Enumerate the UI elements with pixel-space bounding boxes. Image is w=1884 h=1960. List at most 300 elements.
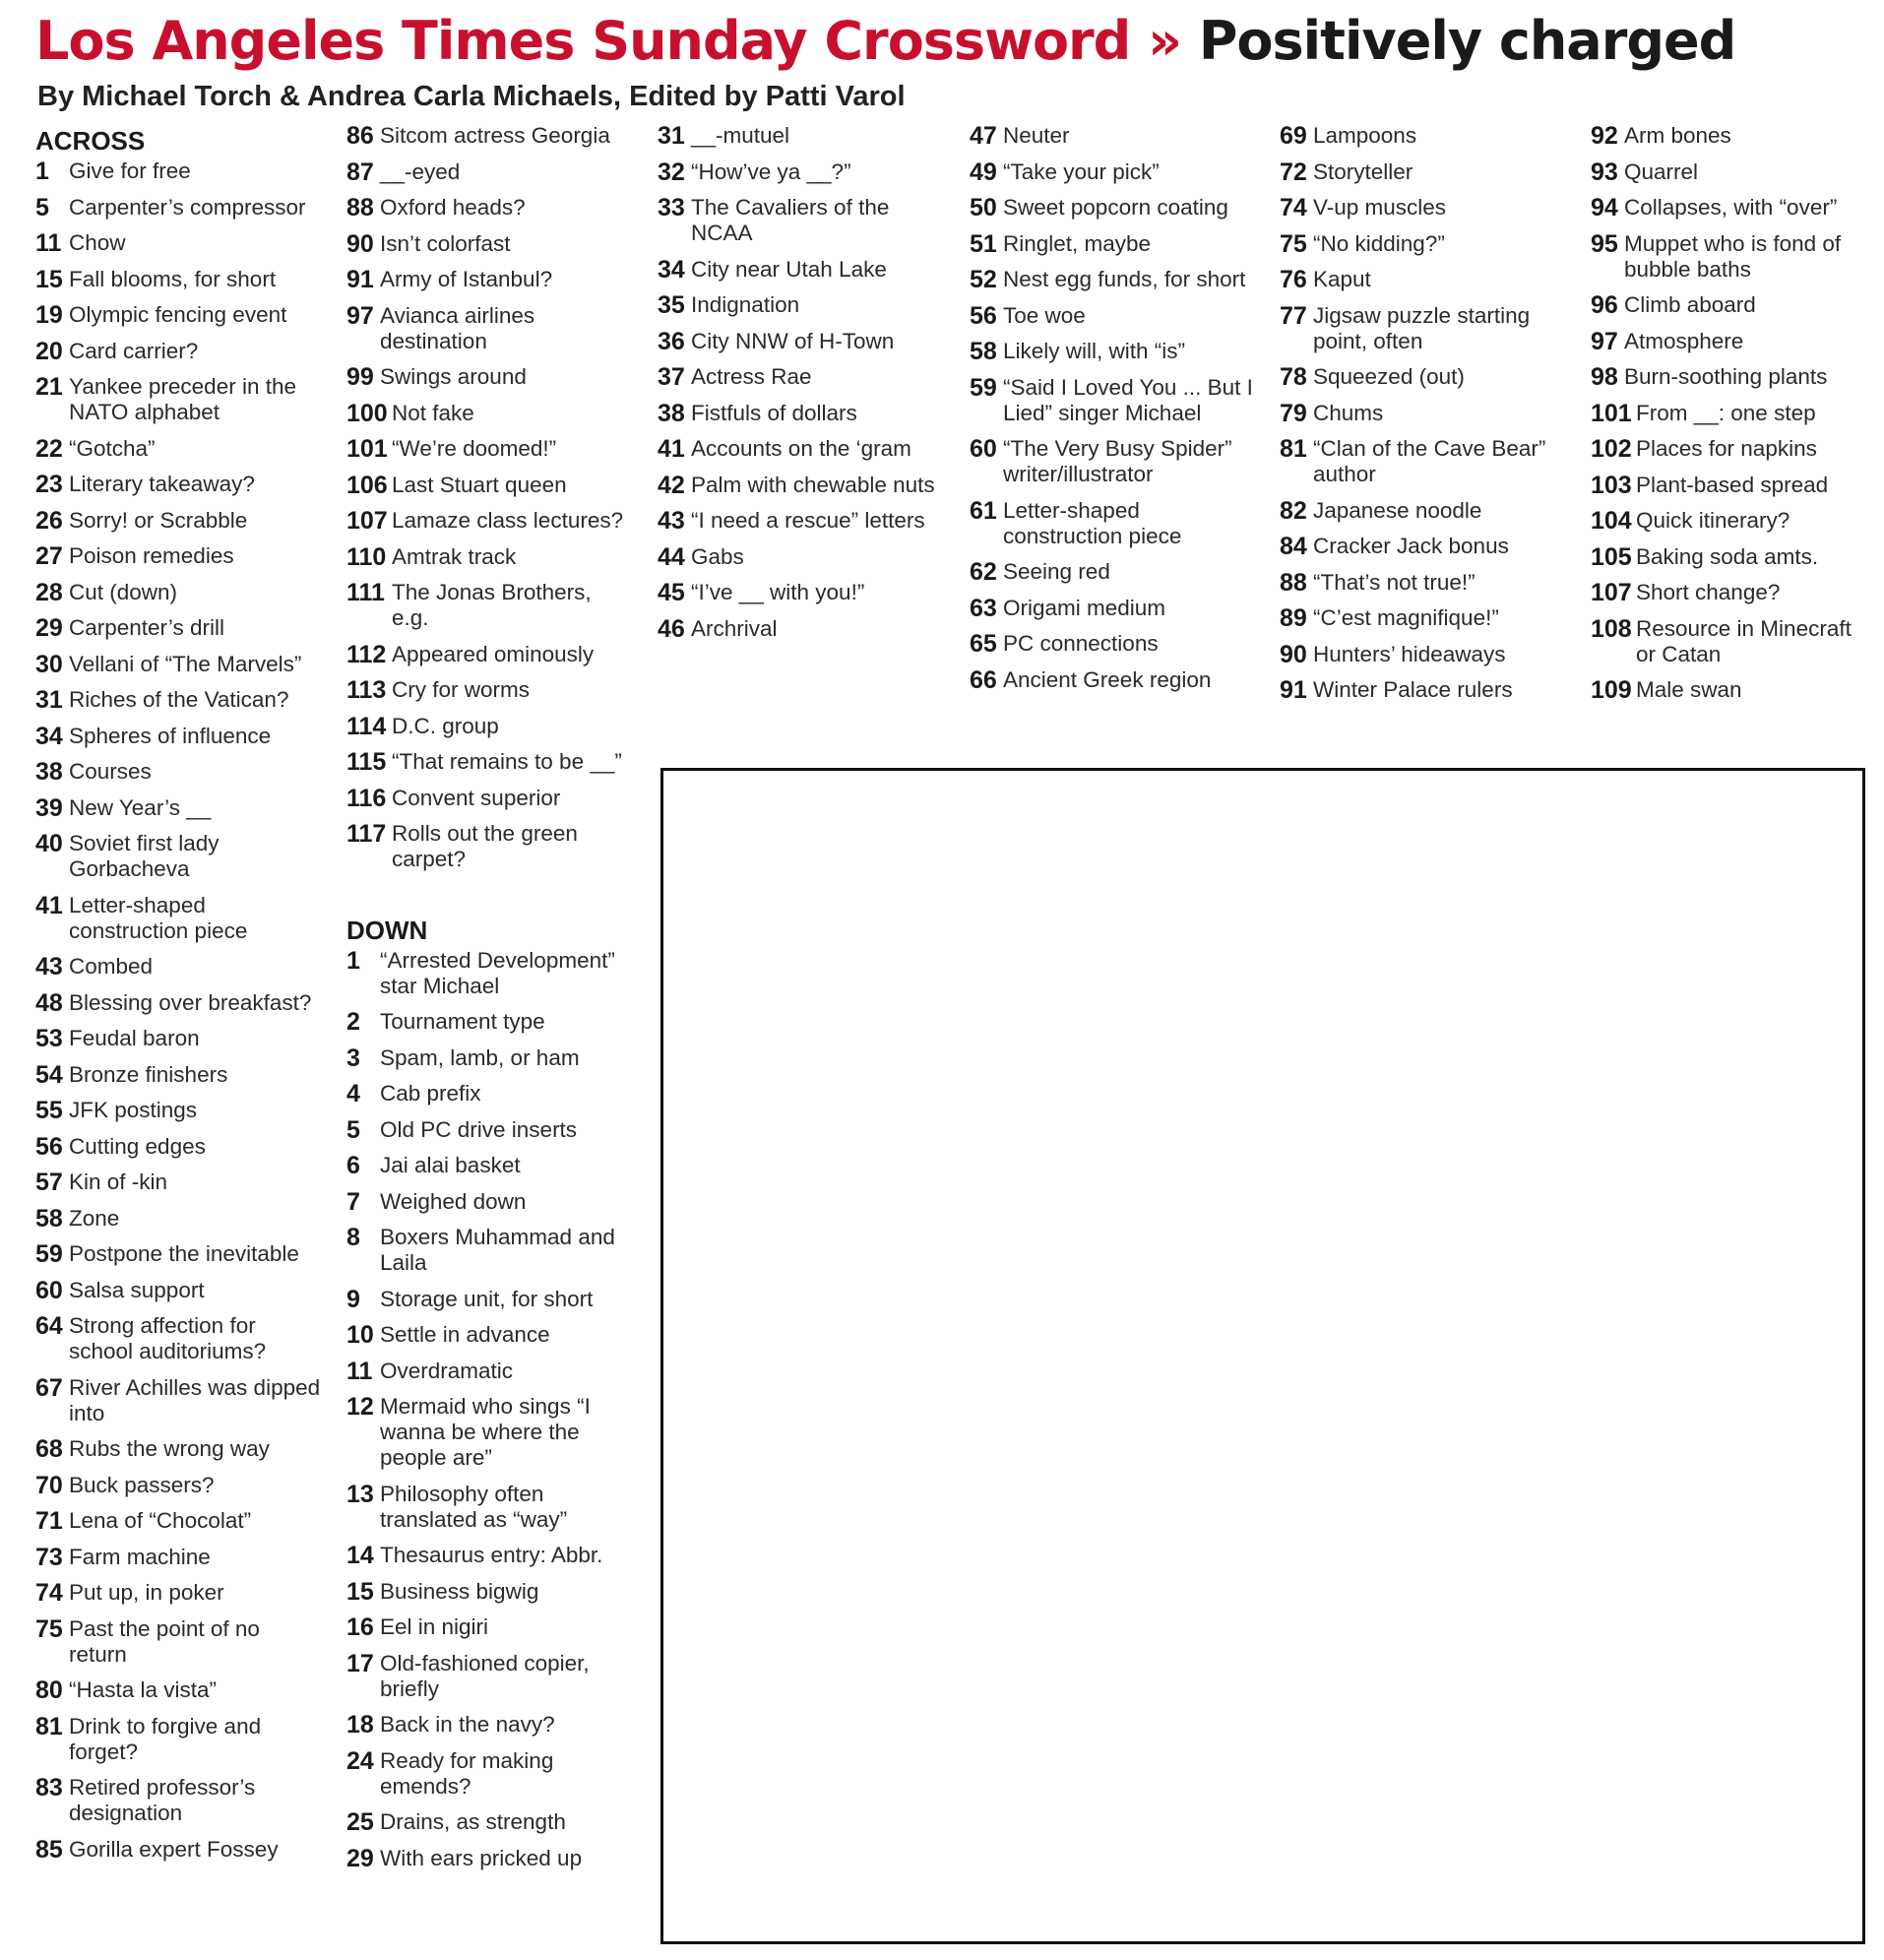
- clue-text: “Hasta la vista”: [69, 1677, 218, 1702]
- clue-number: 107: [346, 507, 388, 535]
- clue-across-113[interactable]: [346, 677, 632, 703]
- clue-number: 94: [1591, 194, 1618, 221]
- clue-down-44[interactable]: [658, 544, 943, 570]
- clue-text: __-eyed: [380, 158, 461, 184]
- clue-down-33[interactable]: [658, 195, 943, 246]
- clue-number: 92: [1591, 122, 1618, 150]
- clue-down-58[interactable]: [970, 339, 1255, 364]
- clue-down-104[interactable]: [1591, 508, 1876, 534]
- clue-number: 23: [35, 471, 63, 498]
- clue-number: 86: [346, 122, 374, 150]
- clue-number: 70: [35, 1471, 63, 1499]
- clue-down-109[interactable]: [1591, 677, 1876, 703]
- puzzle-title: [35, 10, 1735, 72]
- clue-text: Quarrel: [1624, 158, 1699, 184]
- clue-number: 101: [1591, 399, 1632, 427]
- clue-text: Soviet first lady Gorbacheva: [69, 831, 220, 881]
- clue-text: Vellani of “The Marvels”: [69, 651, 302, 676]
- clue-down-107[interactable]: [1591, 580, 1876, 605]
- clue-down-77[interactable]: [1280, 303, 1565, 354]
- clue-text: Neuter: [1003, 123, 1070, 148]
- clue-down-63[interactable]: [970, 596, 1255, 621]
- clue-down-60[interactable]: [970, 436, 1255, 487]
- clue-across-80[interactable]: [35, 1677, 321, 1703]
- clue-text: Retired professor’s designation: [69, 1775, 256, 1825]
- clue-number: 81: [1280, 435, 1307, 463]
- clue-number: 65: [970, 630, 997, 658]
- clue-down-52[interactable]: [970, 267, 1255, 292]
- clue-down-56[interactable]: [970, 303, 1255, 329]
- clue-down-61[interactable]: [970, 498, 1255, 549]
- clue-text: Overdramatic: [380, 1358, 514, 1383]
- clue-across-40[interactable]: [35, 831, 321, 882]
- clue-text: Short change?: [1636, 580, 1781, 604]
- clue-text: Jigsaw puzzle starting point, often: [1313, 302, 1531, 353]
- clue-down-78[interactable]: [1280, 364, 1565, 390]
- clue-across-101[interactable]: [346, 436, 632, 462]
- clue-down-101[interactable]: [1591, 401, 1876, 426]
- clue-down-46[interactable]: [658, 616, 943, 642]
- clue-text: Winter Palace rulers: [1313, 677, 1513, 702]
- clue-across-117[interactable]: [346, 821, 632, 872]
- clue-across-34[interactable]: [35, 724, 321, 749]
- clue-text: Yankee preceder in the NATO alphabet: [69, 374, 296, 424]
- clue-down-11[interactable]: [346, 1359, 632, 1384]
- across-header: ACROSS: [35, 126, 146, 156]
- clue-down-91[interactable]: [1280, 677, 1565, 703]
- clue-down-8[interactable]: [346, 1225, 632, 1276]
- clue-down-10[interactable]: [346, 1322, 632, 1348]
- clue-across-56[interactable]: [35, 1134, 321, 1160]
- clue-down-34[interactable]: [658, 257, 943, 283]
- clue-text: “I need a rescue” letters: [691, 508, 925, 533]
- clue-number: 108: [1591, 614, 1632, 643]
- clue-down-108[interactable]: [1591, 616, 1876, 667]
- clue-number: 60: [35, 1276, 63, 1304]
- clue-across-29[interactable]: [35, 615, 321, 641]
- clue-number: 31: [658, 122, 685, 150]
- clue-down-29[interactable]: [346, 1846, 632, 1871]
- clue-down-42[interactable]: [658, 473, 943, 498]
- clue-across-19[interactable]: [35, 302, 321, 328]
- clue-across-114[interactable]: [346, 714, 632, 739]
- clue-number: 117: [346, 820, 387, 848]
- clue-across-39[interactable]: [35, 795, 321, 821]
- clue-number: 88: [1280, 568, 1307, 597]
- clue-across-23[interactable]: [35, 472, 321, 497]
- clue-down-88[interactable]: [1280, 570, 1565, 596]
- clue-down-74[interactable]: [1280, 195, 1565, 221]
- clue-text: Oxford heads?: [380, 195, 526, 220]
- clue-number: 15: [346, 1577, 374, 1606]
- title-prefix: Los Angeles Times Sunday Crossword »: [35, 10, 1182, 72]
- clue-text: Chums: [1313, 400, 1384, 425]
- clue-number: 84: [1280, 533, 1307, 560]
- clue-down-13[interactable]: [346, 1482, 632, 1533]
- clue-down-102[interactable]: [1591, 436, 1876, 462]
- clue-column-1: [35, 123, 321, 1872]
- clue-down-18[interactable]: [346, 1712, 632, 1738]
- clue-text: Ready for making emends?: [380, 1747, 554, 1799]
- clue-down-37[interactable]: [658, 364, 943, 390]
- clue-number: 50: [970, 194, 997, 221]
- clue-down-32[interactable]: [658, 159, 943, 185]
- clue-number: 31: [35, 686, 63, 714]
- clue-across-38[interactable]: [35, 759, 321, 785]
- clue-text: “That remains to be __”: [392, 749, 622, 774]
- clue-across-54[interactable]: [35, 1062, 321, 1088]
- clue-down-72[interactable]: [1280, 159, 1565, 185]
- clue-across-59[interactable]: [35, 1241, 321, 1267]
- clue-across-112[interactable]: [346, 642, 632, 667]
- clue-text: Appeared ominously: [392, 641, 595, 666]
- clue-down-7[interactable]: [346, 1189, 632, 1215]
- clue-text: JFK postings: [69, 1098, 198, 1122]
- clue-number: 109: [1591, 676, 1632, 704]
- clue-across-26[interactable]: [35, 508, 321, 534]
- clue-down-62[interactable]: [970, 559, 1255, 585]
- clue-across-75[interactable]: [35, 1616, 321, 1668]
- clue-text: Likely will, with “is”: [1003, 339, 1186, 363]
- clue-across-107[interactable]: [346, 508, 632, 534]
- clue-number: 18: [346, 1711, 374, 1739]
- clue-number: 101: [346, 435, 388, 463]
- clue-text: Cry for worms: [392, 677, 530, 702]
- clue-down-14[interactable]: [346, 1543, 632, 1568]
- clue-text: Plant-based spread: [1636, 472, 1829, 497]
- clue-across-67[interactable]: [35, 1375, 321, 1426]
- clue-number: 14: [346, 1542, 374, 1569]
- clue-text: Atmosphere: [1624, 328, 1744, 353]
- clue-down-84[interactable]: [1280, 534, 1565, 559]
- clue-across-53[interactable]: [35, 1026, 321, 1051]
- clue-number: 78: [1280, 363, 1307, 391]
- clue-text: “We’re doomed!”: [392, 436, 557, 461]
- clue-number: 60: [970, 435, 997, 463]
- clue-down-17[interactable]: [346, 1651, 632, 1702]
- clue-down-4[interactable]: [346, 1081, 632, 1106]
- clue-number: 19: [35, 301, 63, 329]
- clue-down-98[interactable]: [1591, 364, 1876, 390]
- clue-text: Places for napkins: [1636, 436, 1817, 461]
- clue-number: 9: [346, 1285, 360, 1313]
- clue-number: 8: [346, 1224, 360, 1251]
- clue-down-96[interactable]: [1591, 292, 1876, 318]
- clue-text: Give for free: [69, 158, 191, 183]
- clue-text: “That’s not true!”: [1313, 569, 1476, 595]
- clue-down-69[interactable]: [1280, 123, 1565, 149]
- clue-text: Rubs the wrong way: [69, 1436, 270, 1461]
- clue-down-97[interactable]: [1591, 329, 1876, 354]
- clue-across-91[interactable]: [346, 267, 632, 292]
- clue-down-1[interactable]: [346, 948, 632, 999]
- clue-text: Storage unit, for short: [380, 1286, 594, 1311]
- clue-text: Fall blooms, for short: [69, 266, 277, 291]
- clue-text: Back in the navy?: [380, 1712, 555, 1737]
- clue-text: Indignation: [691, 292, 800, 317]
- clue-number: 33: [658, 194, 685, 221]
- clue-number: 28: [35, 578, 63, 606]
- clue-across-71[interactable]: [35, 1508, 321, 1534]
- clue-number: 21: [35, 373, 63, 401]
- clue-down-9[interactable]: [346, 1287, 632, 1312]
- clue-text: Thesaurus entry: Abbr.: [380, 1543, 603, 1567]
- clue-down-6[interactable]: [346, 1153, 632, 1178]
- clue-across-70[interactable]: [35, 1473, 321, 1498]
- clue-text: Toe woe: [1003, 302, 1086, 328]
- clue-down-65[interactable]: [970, 631, 1255, 657]
- clue-text: Sorry! or Scrabble: [69, 507, 248, 533]
- clue-across-21[interactable]: [35, 374, 321, 425]
- clue-text: Palm with chewable nuts: [691, 472, 935, 497]
- clue-text: “Arrested Development” star Michael: [380, 947, 615, 998]
- clue-number: 58: [970, 338, 997, 365]
- clue-across-90[interactable]: [346, 231, 632, 257]
- clue-down-92[interactable]: [1591, 123, 1876, 149]
- clue-number: 44: [658, 542, 685, 571]
- clue-across-28[interactable]: [35, 580, 321, 605]
- clue-text: Mermaid who sings “I wanna be where the people are”: [380, 1394, 591, 1470]
- crossword-grid[interactable]: [660, 768, 1865, 1944]
- clue-number: 45: [658, 579, 685, 606]
- clue-number: 35: [658, 291, 685, 319]
- clue-across-58[interactable]: [35, 1206, 321, 1232]
- clue-number: 25: [346, 1808, 374, 1836]
- clue-across-83[interactable]: [35, 1775, 321, 1826]
- clue-number: 105: [1591, 542, 1632, 571]
- clue-down-59[interactable]: [970, 375, 1255, 426]
- clue-across-15[interactable]: [35, 267, 321, 292]
- clue-number: 40: [35, 830, 63, 857]
- clue-text: Archrival: [691, 615, 778, 641]
- clue-number: 49: [970, 158, 997, 186]
- clue-down-38[interactable]: [658, 401, 943, 426]
- clue-text: “C’est magnifique!”: [1313, 605, 1499, 630]
- clue-across-68[interactable]: [35, 1436, 321, 1462]
- clue-text: Cab prefix: [380, 1081, 481, 1106]
- clue-across-110[interactable]: [346, 544, 632, 570]
- clue-down-90[interactable]: [1280, 642, 1565, 667]
- clue-text: Literary takeaway?: [69, 472, 255, 496]
- clue-across-11[interactable]: [35, 230, 321, 256]
- clue-text: Card carrier?: [69, 338, 199, 363]
- clue-text: The Cavaliers of the NCAA: [691, 195, 890, 245]
- clue-text: Cracker Jack bonus: [1313, 534, 1509, 558]
- clue-number: 57: [35, 1169, 63, 1196]
- clue-text: Past the point of no return: [69, 1615, 260, 1667]
- clue-across-100[interactable]: [346, 401, 632, 426]
- clue-down-79[interactable]: [1280, 401, 1565, 426]
- clue-down-25[interactable]: [346, 1809, 632, 1835]
- clue-across-115[interactable]: [346, 749, 632, 775]
- clue-text: Drink to forgive and forget?: [69, 1713, 262, 1764]
- clue-across-86[interactable]: [346, 123, 632, 149]
- clue-text: Salsa support: [69, 1277, 205, 1302]
- clue-number: 100: [346, 399, 388, 427]
- clue-down-82[interactable]: [1280, 498, 1565, 524]
- clue-down-12[interactable]: [346, 1394, 632, 1471]
- clue-across-73[interactable]: [35, 1545, 321, 1570]
- clue-number: 77: [1280, 301, 1307, 330]
- clue-text: Boxers Muhammad and Laila: [380, 1225, 615, 1275]
- clue-across-99[interactable]: [346, 364, 632, 390]
- clue-number: 83: [35, 1774, 63, 1802]
- clue-across-111[interactable]: [346, 580, 632, 631]
- clue-down-50[interactable]: [970, 195, 1255, 221]
- clue-text: Army of Istanbul?: [380, 267, 553, 291]
- clue-down-81[interactable]: [1280, 436, 1565, 487]
- clue-number: 91: [346, 266, 374, 293]
- clue-number: 116: [346, 784, 387, 812]
- clue-number: 75: [1280, 229, 1307, 258]
- clue-number: 90: [1280, 640, 1307, 668]
- clue-text: Spheres of influence: [69, 723, 272, 748]
- clue-across-5[interactable]: [35, 195, 321, 221]
- spacer: [346, 883, 632, 913]
- clue-down-43[interactable]: [658, 508, 943, 534]
- clue-number: 88: [346, 194, 374, 221]
- clue-across-116[interactable]: [346, 786, 632, 811]
- clue-across-88[interactable]: [346, 195, 632, 221]
- clue-down-51[interactable]: [970, 231, 1255, 257]
- clue-number: 51: [970, 229, 997, 258]
- clue-across-57[interactable]: [35, 1170, 321, 1195]
- clue-down-89[interactable]: [1280, 605, 1565, 631]
- clue-number: 58: [35, 1204, 63, 1233]
- clue-number: 112: [346, 640, 387, 668]
- clue-text: Muppet who is fond of bubble baths: [1624, 230, 1842, 282]
- clue-text: Letter-shaped construction piece: [1003, 497, 1182, 548]
- clue-text: Eel in nigiri: [380, 1614, 489, 1639]
- clue-down-47[interactable]: [970, 123, 1255, 149]
- clue-number: 104: [1591, 507, 1632, 535]
- clue-text: D.C. group: [392, 713, 499, 738]
- clue-across-81[interactable]: [35, 1714, 321, 1765]
- clue-down-103[interactable]: [1591, 473, 1876, 498]
- clue-text: Tournament type: [380, 1009, 545, 1034]
- clue-down-5[interactable]: [346, 1117, 632, 1143]
- clue-across-64[interactable]: [35, 1313, 321, 1364]
- clue-down-24[interactable]: [346, 1748, 632, 1800]
- clue-down-76[interactable]: [1280, 267, 1565, 292]
- clue-text: Hunters’ hideaways: [1313, 641, 1506, 666]
- clue-column-5: [1280, 123, 1565, 714]
- clue-text: Lampoons: [1313, 123, 1417, 148]
- clue-text: Carpenter’s compressor: [69, 194, 306, 220]
- clue-text: Gorilla expert Fossey: [69, 1836, 279, 1862]
- clue-down-93[interactable]: [1591, 159, 1876, 185]
- clue-text: Fistfuls of dollars: [691, 400, 857, 425]
- clue-across-1[interactable]: [35, 158, 321, 184]
- clue-across-97[interactable]: [346, 303, 632, 354]
- clue-text: V-up muscles: [1313, 195, 1447, 220]
- clue-text: Weighed down: [380, 1188, 527, 1214]
- clue-number: 27: [35, 542, 63, 570]
- clue-text: Riches of the Vatican?: [69, 687, 289, 712]
- clue-down-49[interactable]: [970, 159, 1255, 185]
- clue-across-60[interactable]: [35, 1278, 321, 1303]
- clue-across-87[interactable]: [346, 159, 632, 185]
- clue-text: Farm machine: [69, 1544, 211, 1569]
- down-header: DOWN: [346, 915, 428, 945]
- clue-across-74[interactable]: [35, 1580, 321, 1606]
- clue-text: Not fake: [392, 400, 474, 425]
- clue-down-94[interactable]: [1591, 195, 1876, 221]
- clue-down-31[interactable]: [658, 123, 943, 149]
- clue-across-30[interactable]: [35, 652, 321, 677]
- clue-text: Chow: [69, 230, 126, 255]
- clue-number: 91: [1280, 676, 1307, 704]
- clue-number: 99: [346, 363, 374, 391]
- clue-text: Sweet popcorn coating: [1003, 195, 1228, 220]
- clue-number: 69: [1280, 122, 1307, 150]
- clue-text: The Jonas Brothers, e.g.: [392, 580, 592, 630]
- clue-text: Letter-shaped construction piece: [69, 892, 248, 943]
- clue-number: 106: [346, 471, 388, 499]
- clue-number: 20: [35, 337, 63, 365]
- clue-number: 47: [970, 122, 997, 150]
- clue-across-22[interactable]: [35, 436, 321, 462]
- clue-down-45[interactable]: [658, 580, 943, 605]
- clue-text: New Year’s __: [69, 794, 212, 820]
- clue-down-35[interactable]: [658, 292, 943, 318]
- clue-across-31[interactable]: [35, 687, 321, 713]
- clue-down-75[interactable]: [1280, 231, 1565, 257]
- clue-number: 5: [35, 193, 49, 221]
- clue-text: Amtrak track: [392, 543, 517, 569]
- clue-text: Courses: [69, 759, 152, 784]
- clue-across-106[interactable]: [346, 473, 632, 498]
- clue-text: Avianca airlines destination: [380, 302, 535, 353]
- clue-text: Feudal baron: [69, 1026, 200, 1050]
- clue-down-41[interactable]: [658, 436, 943, 462]
- clue-down-3[interactable]: [346, 1045, 632, 1071]
- clue-down-36[interactable]: [658, 329, 943, 354]
- clue-down-66[interactable]: [970, 667, 1255, 693]
- clue-number: 75: [35, 1614, 63, 1643]
- clue-down-105[interactable]: [1591, 544, 1876, 570]
- clue-number: 89: [1280, 604, 1307, 632]
- clue-text: “Gotcha”: [69, 435, 156, 461]
- clue-number: 73: [35, 1543, 63, 1571]
- clue-number: 66: [970, 665, 997, 694]
- clue-across-43[interactable]: [35, 954, 321, 980]
- clue-number: 59: [35, 1240, 63, 1268]
- clue-text: Old PC drive inserts: [380, 1116, 578, 1142]
- clue-text: Zone: [69, 1205, 120, 1231]
- clue-across-41[interactable]: [35, 893, 321, 944]
- clue-across-85[interactable]: [35, 1837, 321, 1863]
- clue-text: City NNW of H-Town: [691, 328, 895, 353]
- clue-number: 41: [658, 435, 685, 463]
- clue-number: 12: [346, 1393, 374, 1421]
- clue-across-27[interactable]: [35, 543, 321, 569]
- clue-across-20[interactable]: [35, 339, 321, 364]
- clue-number: 82: [1280, 496, 1307, 525]
- clue-number: 95: [1591, 229, 1618, 258]
- clue-across-55[interactable]: [35, 1098, 321, 1123]
- clue-number: 29: [35, 614, 63, 642]
- clue-number: 79: [1280, 399, 1307, 427]
- clue-across-48[interactable]: [35, 990, 321, 1016]
- clue-number: 38: [35, 758, 63, 786]
- clue-down-95[interactable]: [1591, 231, 1876, 283]
- clue-down-16[interactable]: [346, 1614, 632, 1640]
- clue-text: Lena of “Chocolat”: [69, 1508, 252, 1533]
- clue-down-2[interactable]: [346, 1009, 632, 1035]
- clue-down-15[interactable]: [346, 1579, 632, 1605]
- clue-text: Put up, in poker: [69, 1580, 224, 1605]
